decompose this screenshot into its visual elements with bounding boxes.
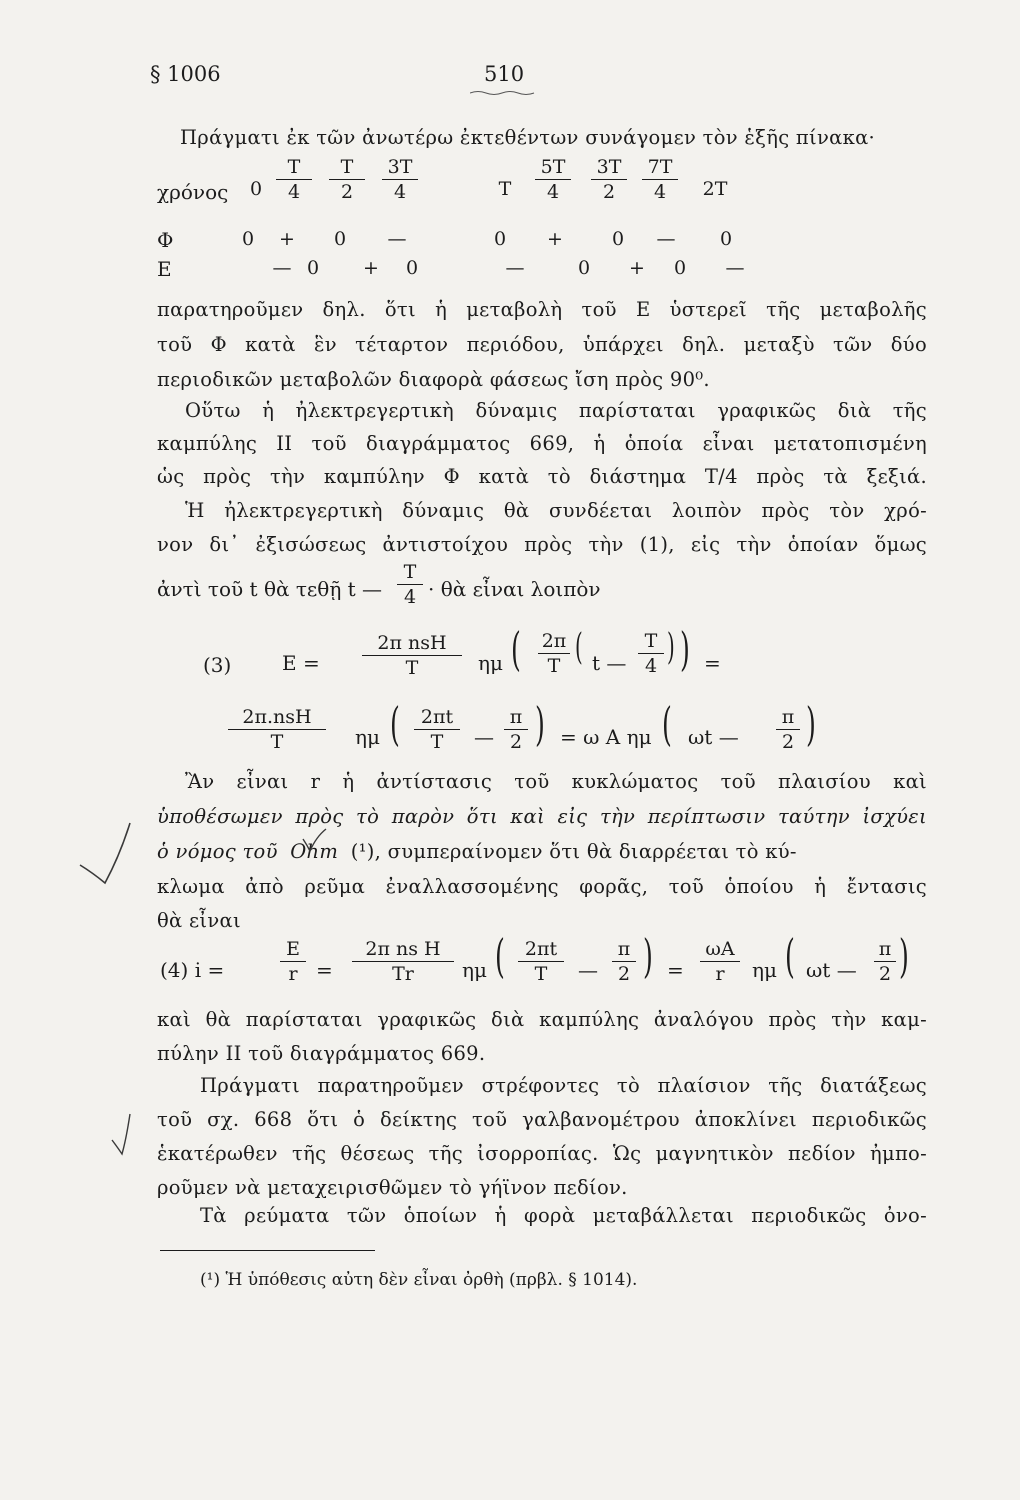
ohm-line-start: ὁ νόμος τοῦ xyxy=(157,840,278,863)
ohm-line xyxy=(157,838,927,866)
substitution-text-end: · θὰ εἶναι λοιπὸν xyxy=(428,577,601,601)
time-cell: T xyxy=(498,178,512,200)
ohm-line-end: (¹), συμπεραίνομεν ὅτι θὰ διαρρέεται τὸ κύ- xyxy=(350,840,797,863)
fraction-numerator: π xyxy=(776,706,800,730)
sine-function: ημ xyxy=(752,958,777,982)
equals-sign: = xyxy=(316,958,333,982)
phi-cell: 0 xyxy=(333,228,347,250)
fraction xyxy=(518,938,564,985)
fraction-numerator: π xyxy=(504,706,528,730)
fraction-denominator: 4 xyxy=(653,181,667,203)
footnote-rule xyxy=(160,1250,375,1251)
pencil-checkmark-icon xyxy=(75,815,145,890)
left-paren: ( xyxy=(785,929,795,983)
fraction-numerator: T xyxy=(638,630,664,654)
pencil-checkmark-icon xyxy=(110,1110,140,1160)
fraction-denominator: Tr xyxy=(392,963,414,985)
fraction-denominator: T xyxy=(534,963,548,985)
equation-label: (3) xyxy=(203,653,232,677)
fraction-denominator: 2 xyxy=(340,181,354,203)
expression: = ω A ημ xyxy=(560,725,652,749)
fraction xyxy=(612,938,636,985)
expression: t — xyxy=(592,651,627,675)
left-paren: ( xyxy=(662,697,672,751)
fraction-numerator: π xyxy=(612,938,636,962)
fraction-denominator: 2 xyxy=(878,963,892,985)
phi-cell: 0 xyxy=(719,228,733,250)
e-cell: + xyxy=(363,257,379,279)
fraction-numerator: 2π xyxy=(538,630,570,654)
time-fraction xyxy=(329,156,365,203)
para3-line: κλωμα ἀπὸ ρεῦμα ἐναλλασσομένης φορᾶς, τοῦ ὁποίου ἡ ἔντασις xyxy=(157,875,927,898)
sine-function: ημ xyxy=(355,725,380,749)
left-paren: ( xyxy=(511,622,521,676)
expression: ωt — xyxy=(806,958,857,982)
para2-line: Οὕτω ἡ ἠλεκτρεγερτικὴ δύναμις παρίσταται γραφικῶς διὰ τῆς xyxy=(185,399,927,422)
time-fraction xyxy=(591,156,627,203)
fraction xyxy=(638,630,664,677)
substitution-text: ἀντὶ τοῦ t θὰ τεθῇ t — xyxy=(157,577,383,601)
time-fraction xyxy=(642,156,678,203)
para1-line: τοῦ Φ κατὰ ἓν τέταρτον περιόδου, ὑπάρχει δηλ. μεταξὺ τῶν δύο xyxy=(157,333,927,356)
time-fraction xyxy=(382,156,418,203)
right-paren: ) xyxy=(806,697,816,751)
right-paren: ) xyxy=(535,697,545,751)
minus-sign: — xyxy=(474,725,494,749)
sine-function: ημ xyxy=(478,651,503,675)
para4-line: πύλην II τοῦ διαγράμματος 669. xyxy=(157,1042,486,1065)
para1-line: περιοδικῶν μεταβολῶν διαφορὰ φάσεως ἴση πρὸς 90⁰. xyxy=(157,368,710,391)
fraction-numerator: 5T xyxy=(535,156,571,180)
fraction-denominator: 4 xyxy=(644,655,658,677)
para2-line: Ἡ ἠλεκτρεγερτικὴ δύναμις θὰ συνδέεται λοιπὸν πρὸς τὸν χρό- xyxy=(185,499,927,522)
e-cell: 0 xyxy=(673,257,687,279)
para2-line: ὡς πρὸς τὴν καμπύλην Φ κατὰ τὸ διάστημα T/4 πρὸς τὰ ξεξιά. xyxy=(157,465,927,488)
fraction xyxy=(362,632,462,679)
fraction-numerator: T xyxy=(329,156,365,180)
para5-line: Τὰ ρεύματα τῶν ὁποίων ἡ φορὰ μεταβάλλεται περιοδικῶς ὀνο- xyxy=(200,1204,927,1227)
fraction-numerator: T xyxy=(276,156,312,180)
fraction-numerator: π xyxy=(874,938,896,962)
e-cell: 0 xyxy=(577,257,591,279)
ohm-name: Ohm xyxy=(290,840,339,863)
para3-line: θὰ εἶναι xyxy=(157,909,241,932)
para5-line: ροῦμεν νὰ μεταχειρισθῶμεν τὸ γήϊνον πεδίον. xyxy=(157,1176,628,1199)
para4-line: καὶ θὰ παρίσταται γραφικῶς διὰ καμπύλης ἀναλόγου πρὸς τὴν καμ- xyxy=(157,1008,927,1031)
fraction-numerator: 7T xyxy=(642,156,678,180)
fraction xyxy=(228,706,326,753)
left-paren: ( xyxy=(495,929,505,983)
e-cell: + xyxy=(629,257,645,279)
fraction-numerator: 2π nsH xyxy=(362,632,462,656)
phi-cell: — xyxy=(387,228,407,250)
fraction-denominator: 4 xyxy=(287,181,301,203)
right-paren: ) xyxy=(899,929,909,983)
fraction-denominator: r xyxy=(288,963,298,985)
minus-sign: — xyxy=(578,958,598,982)
time-cell: 2T xyxy=(702,178,728,200)
page-number: 510 xyxy=(484,62,525,86)
e-cell: — xyxy=(272,257,292,279)
para3-line: ὑποθέσωμεν πρὸς τὸ παρὸν ὅτι καὶ εἰς τὴν περίπτωσιν ταύτην ἰσχύει xyxy=(157,805,927,828)
fraction-denominator: T xyxy=(430,731,444,753)
time-fraction xyxy=(535,156,571,203)
fraction-numerator: 2πt xyxy=(518,938,564,962)
fraction-denominator: 4 xyxy=(403,586,417,608)
equation-lhs: E = xyxy=(282,651,320,675)
left-paren: ( xyxy=(390,697,400,751)
fraction-denominator: 4 xyxy=(393,181,407,203)
phi-cell: 0 xyxy=(241,228,255,250)
time-cell: 0 xyxy=(249,178,263,200)
phi-cell: 0 xyxy=(611,228,625,250)
fraction-denominator: r xyxy=(715,963,725,985)
para3-line: Ἂν εἶναι r ἡ ἀντίστασις τοῦ κυκλώματος τοῦ πλαισίου καὶ xyxy=(185,770,927,793)
page-number-underline xyxy=(470,90,540,96)
fraction xyxy=(414,706,460,753)
row-label-phi: Φ xyxy=(157,228,174,252)
e-cell: — xyxy=(725,257,745,279)
fraction xyxy=(700,938,740,985)
footnote: (¹) Ἡ ὑπόθεσις αὐτη δὲν εἶναι ὀρθὴ (πρβλ. § 1014). xyxy=(200,1270,638,1290)
fraction-denominator: 4 xyxy=(546,181,560,203)
intro-line: Πράγματι ἐκ τῶν ἀνωτέρω ἐκτεθέντων συνάγομεν τὸν ἑξῆς πίνακα· xyxy=(180,126,876,149)
fraction-denominator: T xyxy=(405,657,419,679)
fraction-numerator: 3T xyxy=(382,156,418,180)
right-paren: ) xyxy=(667,627,675,668)
phi-cell: — xyxy=(656,228,676,250)
fraction xyxy=(776,706,800,753)
fraction xyxy=(352,938,454,985)
fraction-denominator: 2 xyxy=(602,181,616,203)
fraction-numerator: 2π.nsH xyxy=(228,706,326,730)
equals-sign: = xyxy=(667,958,684,982)
expression: ωt — xyxy=(688,725,739,749)
time-fraction xyxy=(276,156,312,203)
para2-line: καμπύλης II τοῦ διαγράμματος 669, ἡ ὁποία εἶναι μετατοπισμένη xyxy=(157,432,927,455)
para5-line: ἑκατέρωθεν τῆς θέσεως τῆς ἰσορροπίας. Ὡς μαγνητικὸν πεδίον ἠμπο- xyxy=(157,1142,927,1165)
section-number: § 1006 xyxy=(150,62,221,86)
fraction-denominator: 2 xyxy=(781,731,795,753)
para2-line: νον δι᾽ ἐξισώσεως ἀντιστοίχου πρὸς τὴν (1), εἰς τὴν ὁποίαν ὅμως xyxy=(157,533,927,556)
row-label-e: E xyxy=(157,257,172,281)
para1-line: παρατηροῦμεν δηλ. ὅτι ἡ μεταβολὴ τοῦ E ὑστερεῖ τῆς μεταβολῆς xyxy=(157,298,927,321)
para5-line: τοῦ σχ. 668 ὅτι ὁ δείκτης τοῦ γαλβανομέτρου ἀποκλίνει περιοδικῶς xyxy=(157,1108,927,1131)
right-paren: ) xyxy=(680,622,690,676)
equation-label: (4) i = xyxy=(160,958,225,982)
fraction xyxy=(504,706,528,753)
fraction xyxy=(538,630,570,677)
fraction-numerator: T xyxy=(397,561,423,585)
fraction-denominator: 2 xyxy=(509,731,523,753)
fraction-numerator: 2πt xyxy=(414,706,460,730)
fraction xyxy=(280,938,306,985)
e-cell: 0 xyxy=(306,257,320,279)
row-label-time: χρόνος xyxy=(157,180,229,204)
fraction-numerator: E xyxy=(280,938,306,962)
sine-function: ημ xyxy=(462,958,487,982)
fraction-numerator: ωA xyxy=(700,938,740,962)
fraction-numerator: 2π ns H xyxy=(352,938,454,962)
fraction-denominator: T xyxy=(270,731,284,753)
phi-cell: + xyxy=(279,228,295,250)
fraction xyxy=(874,938,896,985)
fraction-denominator: T xyxy=(547,655,561,677)
e-cell: — xyxy=(505,257,525,279)
fraction-numerator: 3T xyxy=(591,156,627,180)
fraction-t-over-4 xyxy=(397,561,423,608)
phi-cell: + xyxy=(547,228,563,250)
para5-line: Πράγματι παρατηροῦμεν στρέφοντες τὸ πλαίσιον τῆς διατάξεως xyxy=(200,1074,927,1097)
pencil-checkmark-icon xyxy=(300,827,330,857)
right-paren: ) xyxy=(643,929,653,983)
e-cell: 0 xyxy=(405,257,419,279)
fraction-denominator: 2 xyxy=(617,963,631,985)
left-paren: ( xyxy=(575,627,583,668)
phi-cell: 0 xyxy=(493,228,507,250)
equals-sign: = xyxy=(704,651,721,675)
